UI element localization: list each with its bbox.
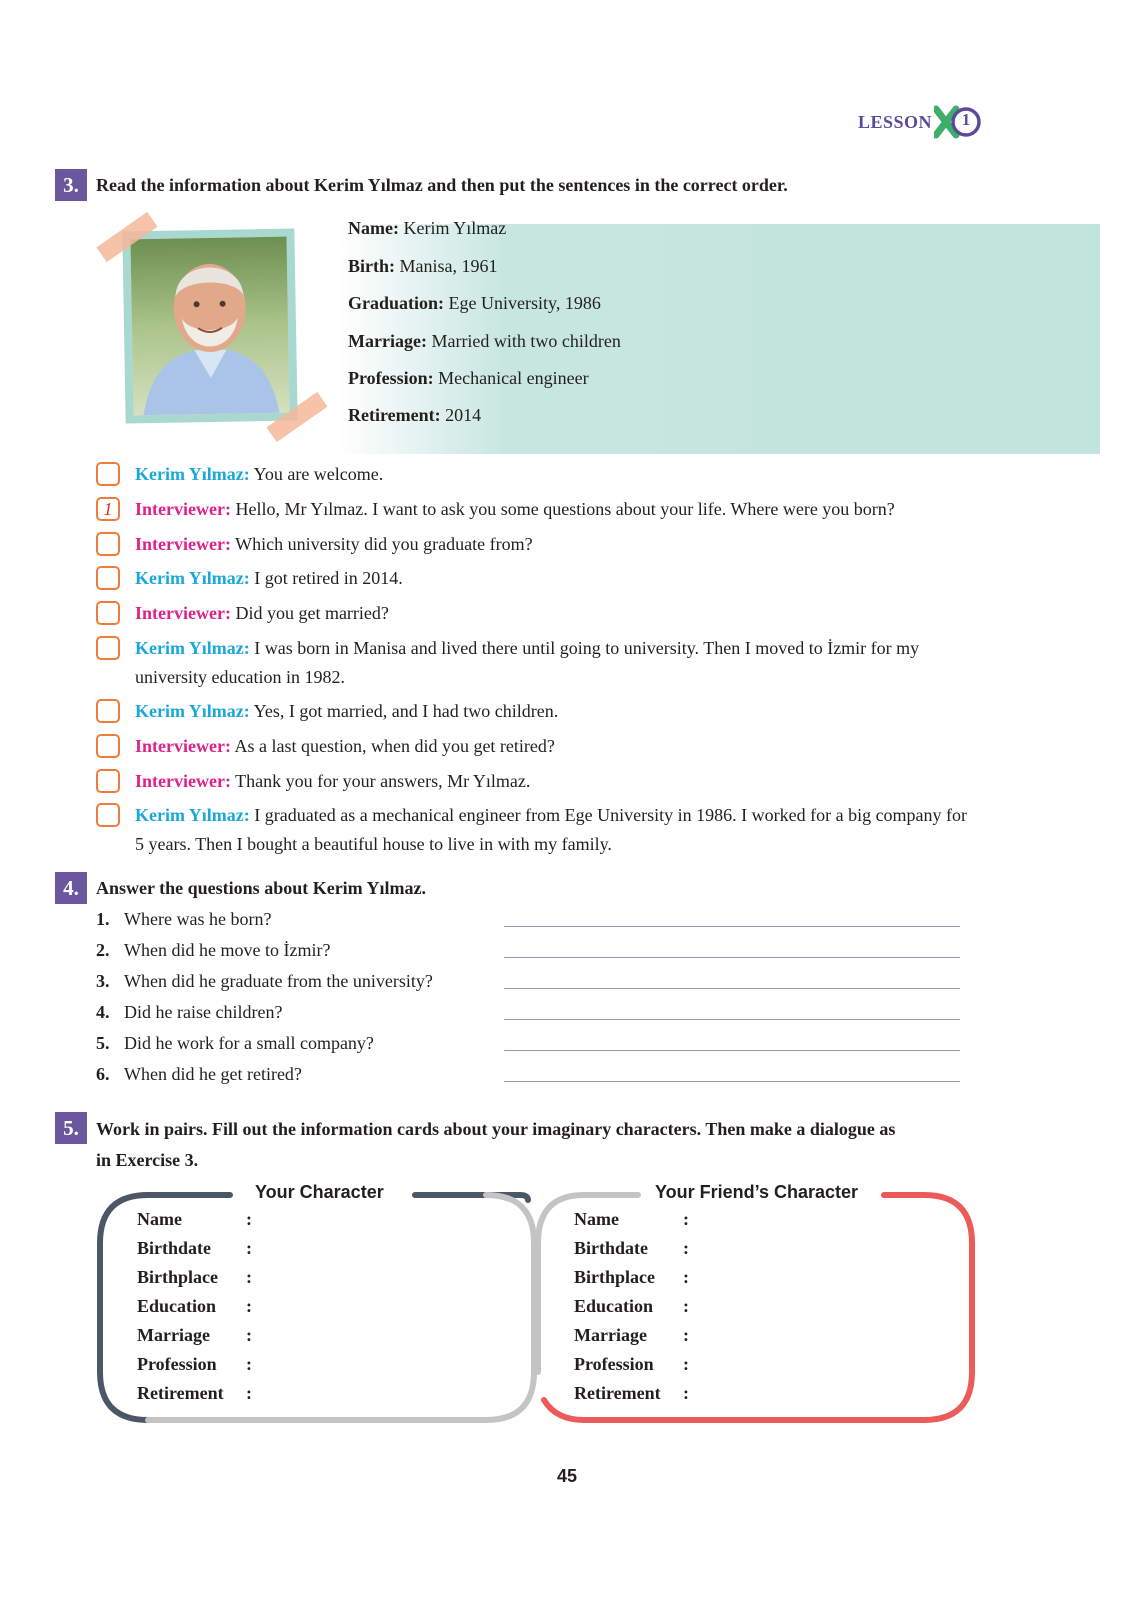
field-colon: : [683,1238,689,1258]
info-marriage: Marriage: Married with two children [348,331,621,351]
order-checkbox[interactable]: 1 [96,497,120,521]
question-item: 3. When did he graduate from the university? [96,971,433,991]
question-item: 5. Did he work for a small company? [96,1033,374,1053]
exercise-4-number: 4. [55,872,87,904]
card-right-field-profession: Profession [574,1354,654,1374]
info-name: Name: Kerim Yılmaz [348,218,507,238]
card-right-field-name: Name [574,1209,619,1229]
lesson-label: LESSON [857,111,932,132]
card-left-field-marriage: Marriage [137,1325,210,1345]
field-colon: : [246,1209,252,1229]
card-left-title: Your Character [255,1182,384,1202]
card-left-field-birthplace: Birthplace [137,1267,218,1287]
info-birth: Birth: Manisa, 1961 [348,256,498,276]
exercise-5-title-line2: in Exercise 3. [96,1150,199,1170]
card-left-field-profession: Profession [137,1354,217,1374]
field-colon: : [246,1267,252,1287]
exercise-3-number: 3. [55,169,87,201]
info-graduation: Graduation: Ege University, 1986 [348,293,601,313]
field-colon: : [683,1383,689,1403]
question-item: 4. Did he raise children? [96,1002,283,1022]
card-right-field-education: Education [574,1296,654,1316]
card-right-field-birthdate: Birthdate [574,1238,648,1258]
question-item: 2. When did he move to İzmir? [96,940,331,960]
page-number: 45 [556,1466,578,1486]
card-left-field-name: Name [137,1209,182,1229]
field-colon: : [683,1209,689,1229]
question-item: 1. Where was he born? [96,909,272,929]
card-left-field-education: Education [137,1296,217,1316]
field-colon: : [683,1267,689,1287]
field-colon: : [683,1354,689,1374]
field-colon: : [683,1296,689,1316]
card-left-field-retirement: Retirement [137,1383,224,1403]
field-colon: : [246,1325,252,1345]
info-retirement: Retirement: 2014 [348,405,482,425]
exercise-5-title-line1: Work in pairs. Fill out the information cards about your imaginary characters. Then make a dialogue as [96,1119,896,1139]
info-profession: Profession: Mechanical engineer [348,368,589,388]
field-colon: : [246,1383,252,1403]
question-item: 6. When did he get retired? [96,1064,302,1084]
card-right-field-birthplace: Birthplace [574,1267,655,1287]
field-colon: : [683,1325,689,1345]
card-right-field-retirement: Retirement [574,1383,661,1403]
field-colon: : [246,1296,252,1316]
exercise-3-title: Read the information about Kerim Yılmaz and then put the sentences in the correct order. [96,175,788,195]
card-left-field-birthdate: Birthdate [137,1238,211,1258]
card-right-field-marriage: Marriage [574,1325,647,1345]
field-colon: : [246,1238,252,1258]
exercise-4-title: Answer the questions about Kerim Yılmaz. [96,878,426,898]
card-right-title: Your Friend’s Character [655,1182,859,1202]
lesson-number: 1 [961,110,971,129]
exercise-5-number: 5. [55,1112,87,1144]
field-colon: : [246,1354,252,1374]
